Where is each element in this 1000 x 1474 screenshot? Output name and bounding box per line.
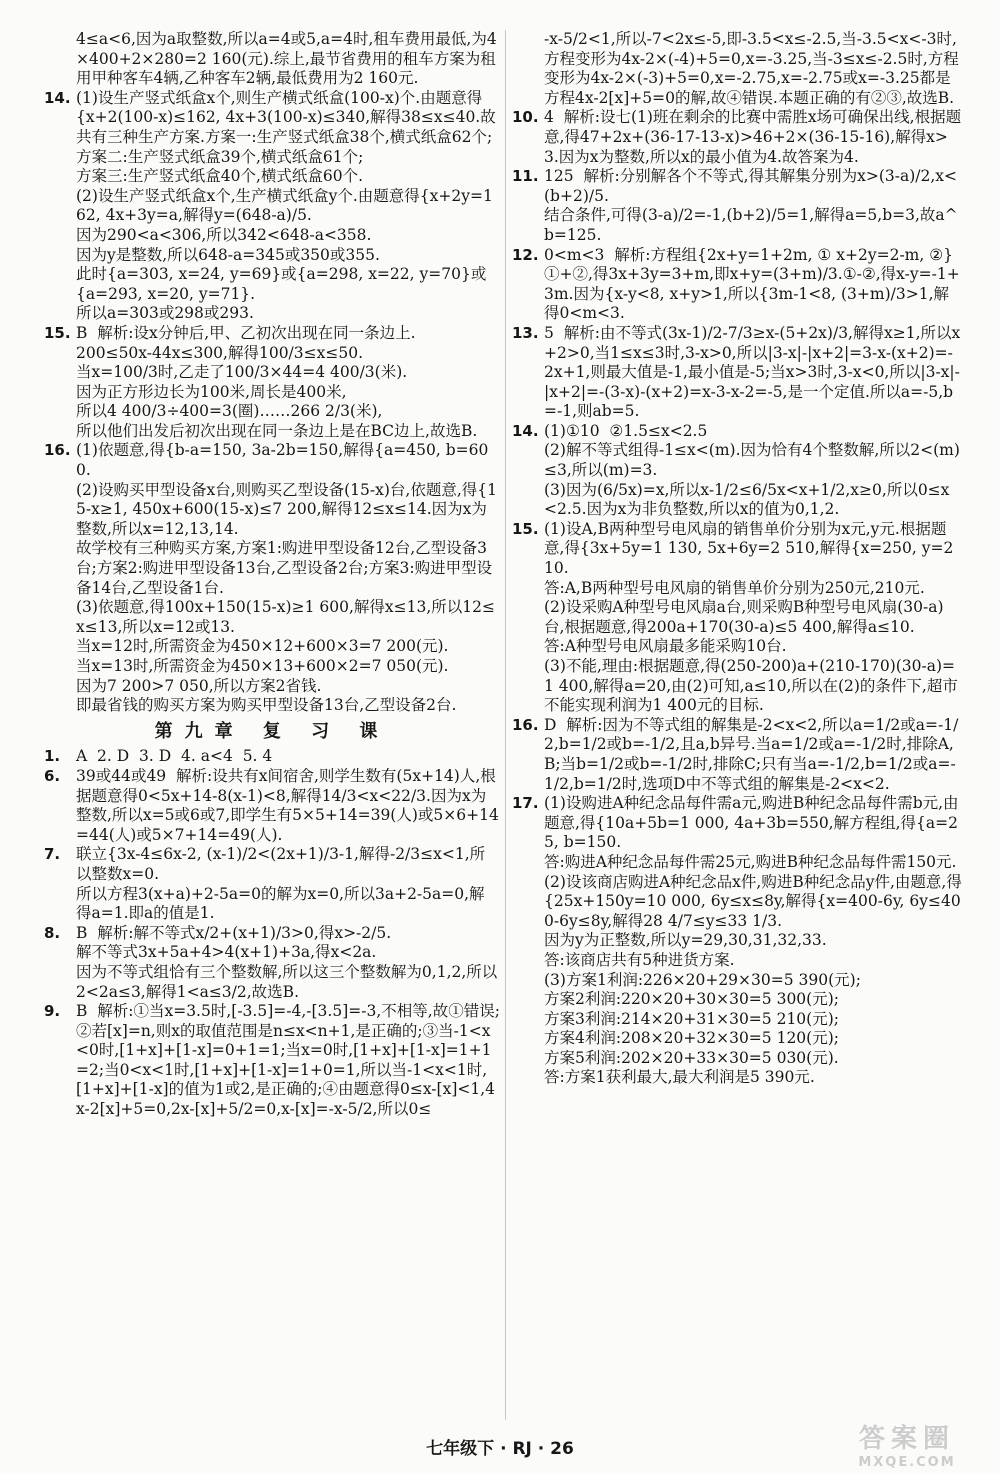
answer-item bbox=[44, 1002, 500, 1120]
left-column bbox=[44, 30, 500, 1120]
question-number: 17. bbox=[512, 794, 539, 813]
question-number: 16. bbox=[512, 715, 539, 734]
answer-item bbox=[512, 324, 962, 422]
answer-text: B 解析:解不等式x/2+(x+1)/3>0,得x>-2/5. 解不等式3x+5a+4>4(x+1)+3a,得x<2a. 因为不等式组恰有三个整数解,所以这三个整数解为0,1,2,所以2<2a≤3,解得1<a≤3/2,故选B. bbox=[76, 923, 498, 1001]
answer-item bbox=[44, 747, 500, 767]
answer-item bbox=[512, 246, 962, 324]
answer-text: (1)设A,B两种型号电风扇的销售单价分别为x元,y元.根据题意,得{3x+5y=1 130, 5x+6y=2 510,解得{x=250, y=210. 答:A,B两种型号电风扇的销售单价分别为250元,210元. (2)设采购A种型号电风扇a台,则采购B种型号电风扇(30-a)台,根据题意,得200a+170(30-a)≤5 400,解得a≤10. 答:A种型号电风扇最多能采购10台. (3)不能,理由:根据题意,得(250-200)a+(210-170)(30-a)=1 400,解得a=20,由(2)可知,a≤10,所以在(2)的条件下,超市不能实现利润为1 400元的目标. bbox=[544, 519, 958, 715]
answer-item bbox=[512, 520, 962, 716]
answer-text: 39或44或49 解析:设共有x间宿舍,则学生数有(5x+14)人,根据题意得0<5x+14-8(x-1)<8,解得14/3<x<22/3.因为x为整数,所以x=5或6或7,即学生有5×5+14=39(人)或5×6+14=44(人)或5×7+14=49(人). bbox=[76, 766, 499, 844]
question-number: 10. bbox=[512, 108, 539, 127]
column-divider bbox=[505, 30, 506, 1420]
answer-item bbox=[44, 845, 500, 923]
question-number: 14. bbox=[512, 421, 539, 440]
answer-item bbox=[44, 441, 500, 715]
question-number: 15. bbox=[44, 323, 71, 342]
answer-continuation: 4≤a<6,因为a取整数,所以a=4或5,a=4时,租车费用最低,为4×400+2×280=2 160(元).综上,最节省费用的租车方案为租用甲种客车4辆,乙种客车2辆,最低费用为2 160元. bbox=[76, 30, 497, 88]
answer-item bbox=[44, 324, 500, 442]
question-number: 1. bbox=[44, 747, 61, 766]
answer-item bbox=[512, 794, 962, 1088]
answer-text: (1)设购进A种纪念品每件需a元,购进B种纪念品每件需b元,由题意,得{10a+5b=1 000, 4a+3b=550,解方程组,得{a=25, b=150. 答:购进A种纪念品每件需25元,购进B种纪念品每件需150元. (2)设该商店购进A种纪念品x件,购进B种纪念品y件,由题意,得{25x+150y=10 000, 6y≤x≤8y,解得{x=400-6y, 6y≤400-6y≤8y,解得28 4/7≤y≤33 1/3. 因为y为正整数,所以y=29,30,31,32,33. 答:该商店共有5种进货方案. (3)方案1利润:226×20+29×30=5 390(元); 方案2利润:220×20+30×30=5 300(元); 方案3利润:214×20+31×30=5 210(元); 方案4利润:208×20+32×30=5 120(元); 方案5利润:202×20+33×30=5 030(元). 答:方案1获利最大,最大利润是5 390元. bbox=[544, 794, 962, 1087]
answer-text: 125 解析:分别解各个不等式,得其解集分别为x>(3-a)/2,x<(b+2)/5. 结合条件,可得(3-a)/2=-1,(b+2)/5=1,解得a=5,b=3,故a^b=125. bbox=[544, 167, 958, 244]
answer-item bbox=[44, 767, 500, 845]
answer-item bbox=[44, 924, 500, 1002]
question-number: 16. bbox=[44, 441, 71, 460]
question-number: 13. bbox=[512, 323, 539, 342]
question-number: 11. bbox=[512, 167, 539, 186]
answer-text: 4 解析:设七(1)班在剩余的比赛中需胜x场可确保出线,根据题意,得47+2x+(36-17-13-x)>46+2×(36-15-16),解得x>3.因为x为整数,所以x的最小值为4.故答案为4. bbox=[544, 108, 962, 166]
answer-text: D 解析:因为不等式组的解集是-2<x<2,所以a=1/2或a=-1/2,b=1/2或b=-1/2,且a,b异号.当a=1/2或a=-1/2时,排除A,B;当b=1/2或b=-1/2时,排除C;只有当a=-1/2,b=1/2或a=-1/2,b=1/2时,选项D中不等式组的解集是-2<x<2. bbox=[544, 715, 959, 793]
answer-item bbox=[512, 716, 962, 794]
watermark-text-main: 答案圈 bbox=[858, 1424, 955, 1454]
answer-text: B 解析:设x分钟后,甲、乙初次出现在同一条边上. 200≤50x-44x≤300,解得100/3≤x≤50. 当x=100/3时,乙走了100/3×44=4 400/3(米). 因为正方形边长为100米,周长是400米, 所以4 400/3÷400=3(圈)……266 2/3(米), 所以他们出发后初次出现在同一条边上是在BC边上,故选B. bbox=[76, 323, 478, 440]
watermark-text-url: MXQE.COM bbox=[858, 1455, 956, 1470]
watermark-logo bbox=[832, 1418, 982, 1470]
question-number: 15. bbox=[512, 519, 539, 538]
question-number: 6. bbox=[44, 766, 61, 785]
answer-continuation: -x-5/2<1,所以-7<2x≤-5,即-3.5<x≤-2.5,当-3.5<x<-3时,方程变形为4x-2×(-4)+5=0,x=-3.25,当-3≤x≤-2.5时,方程变形为4x-2×(-3)+5=0,x=-2.75,x=-2.75或x=-3.25都是方程4x-2[x]+5=0的解,故④错误.本题正确的有②③,故选B. bbox=[544, 30, 959, 107]
answer-text: (1)①10 ②1.5≤x<2.5 (2)解不等式组得-1≤x<(m).因为恰有4个整数解,所以2<(m)≤3,所以(m)=3. (3)因为(6/5x)=x,所以x-1/2≤6/5x<x+1/2,x≥0,所以0≤x<2.5.因为x为非负整数,所以x的值为0,1,2. bbox=[544, 421, 960, 519]
chapter-heading: 第九章 复 习 课 bbox=[154, 720, 390, 742]
answer-text: 0<m<3 解析:方程组{2x+y=1+2m, ① x+2y=2-m, ②}①+②,得3x+3y=3+m,即x+y=(3+m)/3.①-②,得x-y=-1+3m.因为{x-y<8, x+y>1,所以{3m-1<8, (3+m)/3>1,解得0<m<3. bbox=[544, 245, 960, 323]
answer-item bbox=[44, 89, 500, 324]
answer-text: (1)依题意,得{b-a=150, 3a-2b=150,解得{a=450, b=600. (2)设购买甲型设备x台,则购买乙型设备(15-x)台,依题意,得{15-x≥1, 450x+600(15-x)≤7 200,解得12≤x≤14.因为x为整数,所以x=12,13,14. 故学校有三种购买方案,方案1:购进甲型设备12台,乙型设备3台;方案2:购进甲型设备13台,乙型设备2台;方案3:购进甲型设备14台,乙型设备1台. (3)依题意,得100x+150(15-x)≥1 600,解得x≤13,所以12≤x≤13,所以x=12或13. 当x=12时,所需资金为450×12+600×3=7 200(元). 当x=13时,所需资金为450×13+600×2=7 050(元). 因为7 200>7 050,所以方案2省钱. 即最省钱的购买方案为购买甲型设备13台,乙型设备2台. bbox=[76, 441, 497, 715]
answer-text: 联立{3x-4≤6x-2, (x-1)/2<(2x+1)/3-1,解得-2/3≤x<1,所以整数x=0. 所以方程3(x+a)+2-5a=0的解为x=0,所以3a+2-5a=0,解得a=1.即a的值是1. bbox=[76, 845, 486, 923]
question-number: 9. bbox=[44, 1002, 61, 1021]
answer-text: A 2. D 3. D 4. a<4 5. 4 bbox=[76, 747, 273, 766]
answer-text: B 解析:①当x=3.5时,[-3.5]=-4,-[3.5]=-3,不相等,故①错误;②若[x]=n,则x的取值范围是n≤x<n+1,是正确的;③当-1<x<0时,[1+x]+[1-x]=0+1=1;当x=0时,[1+x]+[1-x]=1+1=2;当0<x<1时,[1+x]+[1-x]=1+0=1,所以当-1<x<1时,[1+x]+[1-x]的值为1或2,是正确的;④由题意得0≤x-[x]<1,4x-2[x]+5=0,2x-[x]+5/2=0,x-[x]=-x-5/2,所以0≤ bbox=[76, 1002, 500, 1119]
question-number: 12. bbox=[512, 245, 539, 264]
question-number: 7. bbox=[44, 845, 61, 864]
question-number: 14. bbox=[44, 88, 71, 107]
answer-text: (1)设生产竖式纸盒x个,则生产横式纸盒(100-x)个.由题意得{x+2(100-x)≤162, 4x+3(100-x)≤340,解得38≤x≤40.故共有三种生产方案.方案一:生产竖式纸盒38个,横式纸盒62个; 方案二:生产竖式纸盒39个,横式纸盒61个; 方案三:生产竖式纸盒40个,横式纸盒60个. (2)设生产竖式纸盒x个,生产横式纸盒y个.由题意得{x+2y=162, 4x+3y=a,解得y=(648-a)/5. 因为290<a<306,所以342<648-a<358. 因为y是整数,所以648-a=345或350或355. 此时{a=303, x=24, y=69}或{a=298, x=22, y=70}或{a=293, x=20, y=71}. 所以a=303或298或293. bbox=[76, 88, 496, 323]
page-footer: 七年级下 · RJ · 26 bbox=[426, 1439, 574, 1459]
right-column bbox=[512, 30, 962, 1088]
answer-item bbox=[512, 167, 962, 245]
answer-item bbox=[512, 422, 962, 520]
answer-item bbox=[512, 108, 962, 167]
question-number: 8. bbox=[44, 923, 61, 942]
answer-text: 5 解析:由不等式(3x-1)/2-7/3≥x-(5+2x)/3,解得x≥1,所以x+2>0,当1≤x≤3时,3-x>0,所以|3-x|-|x+2|=3-x-(x+2)=-2x+1,则最大值是-1,最小值是-5;当x>3时,3-x<0,所以|3-x|-|x+2|=-(3-x)-(x+2)=x-3-x-2=-5,是一个定值.所以a=-5,b=-1,则ab=5. bbox=[544, 323, 961, 421]
